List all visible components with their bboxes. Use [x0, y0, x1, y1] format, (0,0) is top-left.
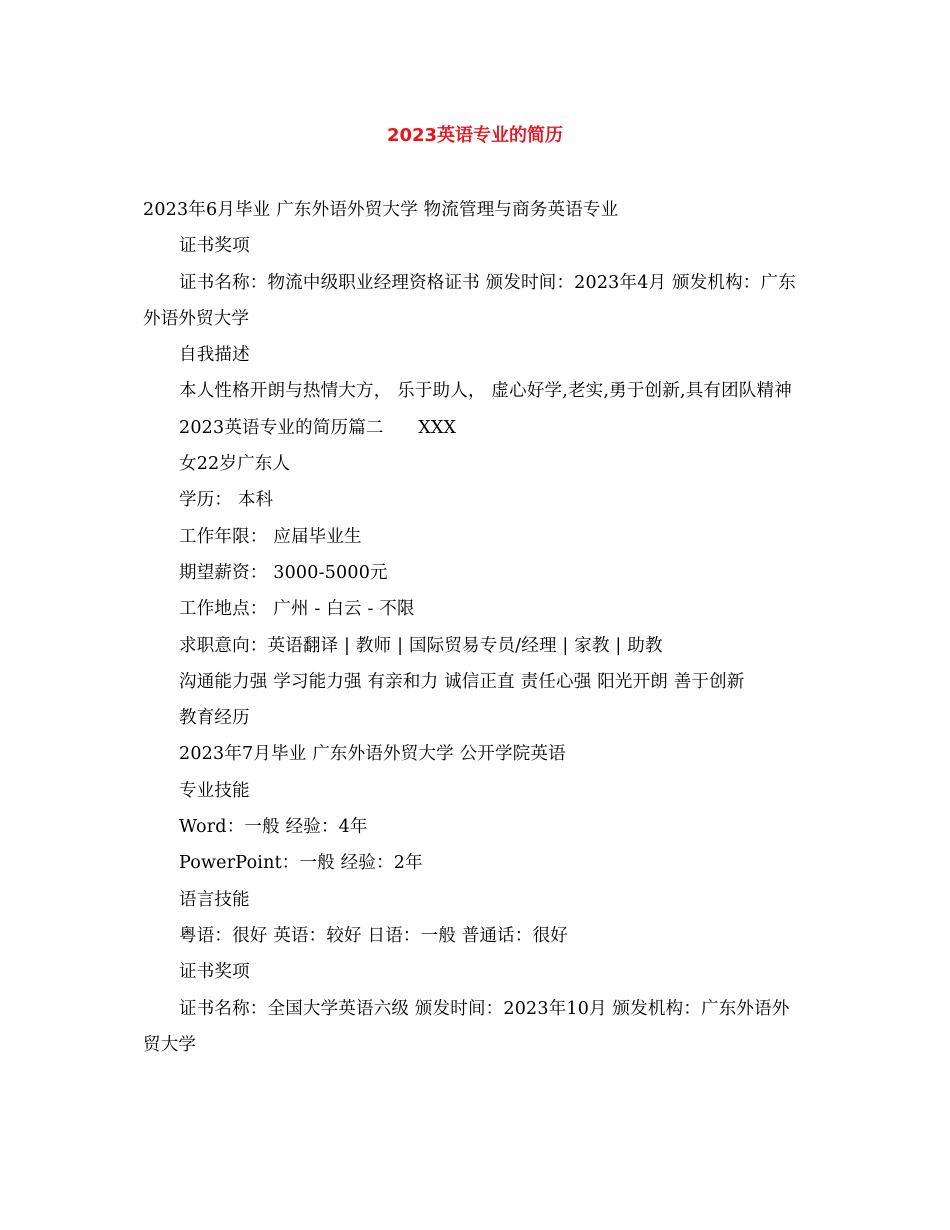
heading-resume-part-two: 2023英语专业的简历篇二 XXX: [179, 417, 457, 438]
paragraph-skill-powerpoint: PowerPoint：一般 经验：2年: [179, 853, 423, 874]
paragraph-strengths: 沟通能力强 学习能力强 有亲和力 诚信正直 责任心强 阳光开朗 善于创新: [179, 671, 745, 692]
paragraph-job-intention: 求职意向：英语翻译 | 教师 | 国际贸易专员/经理 | 家教 | 助教: [179, 635, 663, 656]
document-body: [143, 192, 807, 1063]
paragraph-graduation: 2023年6月毕业 广东外语外贸大学 物流管理与商务英语专业: [143, 200, 619, 220]
document-title: 2023英语专业的简历: [386, 125, 564, 146]
paragraph-work-years: 工作年限： 应届毕业生: [179, 526, 362, 547]
paragraph-skill-word: Word：一般 经验：4年: [179, 817, 368, 838]
heading-language-skills: 语言技能: [179, 889, 250, 910]
heading-certificates: 证书奖项: [179, 236, 250, 257]
paragraph-work-location: 工作地点： 广州 - 白云 - 不限: [179, 599, 415, 620]
paragraph-certificate-1: 证书名称：物流中级职业经理资格证书 颁发时间：2023年4月 颁发机构：广东外语外贸大学: [143, 272, 796, 329]
heading-education: 教育经历: [179, 708, 250, 729]
paragraph-certificate-2: 证书名称：全国大学英语六级 颁发时间：2023年10月 颁发机构：广东外语外贸大学: [143, 998, 790, 1055]
paragraph-education-level: 学历： 本科: [179, 490, 274, 511]
heading-certificates-2: 证书奖项: [179, 962, 250, 983]
paragraph-education-detail: 2023年7月毕业 广东外语外贸大学 公开学院英语: [179, 744, 566, 765]
paragraph-languages: 粤语：很好 英语：较好 日语：一般 普通话：很好: [179, 925, 568, 946]
paragraph-personal-info: 女22岁广东人: [179, 454, 291, 475]
paragraph-expected-salary: 期望薪资： 3000-5000元: [179, 562, 388, 583]
heading-professional-skills: 专业技能: [179, 780, 250, 801]
paragraph-self-description: 本人性格开朗与热情大方， 乐于助人， 虚心好学,老实,勇于创新,具有团队精神: [179, 381, 792, 402]
heading-self-description: 自我描述: [179, 345, 250, 366]
